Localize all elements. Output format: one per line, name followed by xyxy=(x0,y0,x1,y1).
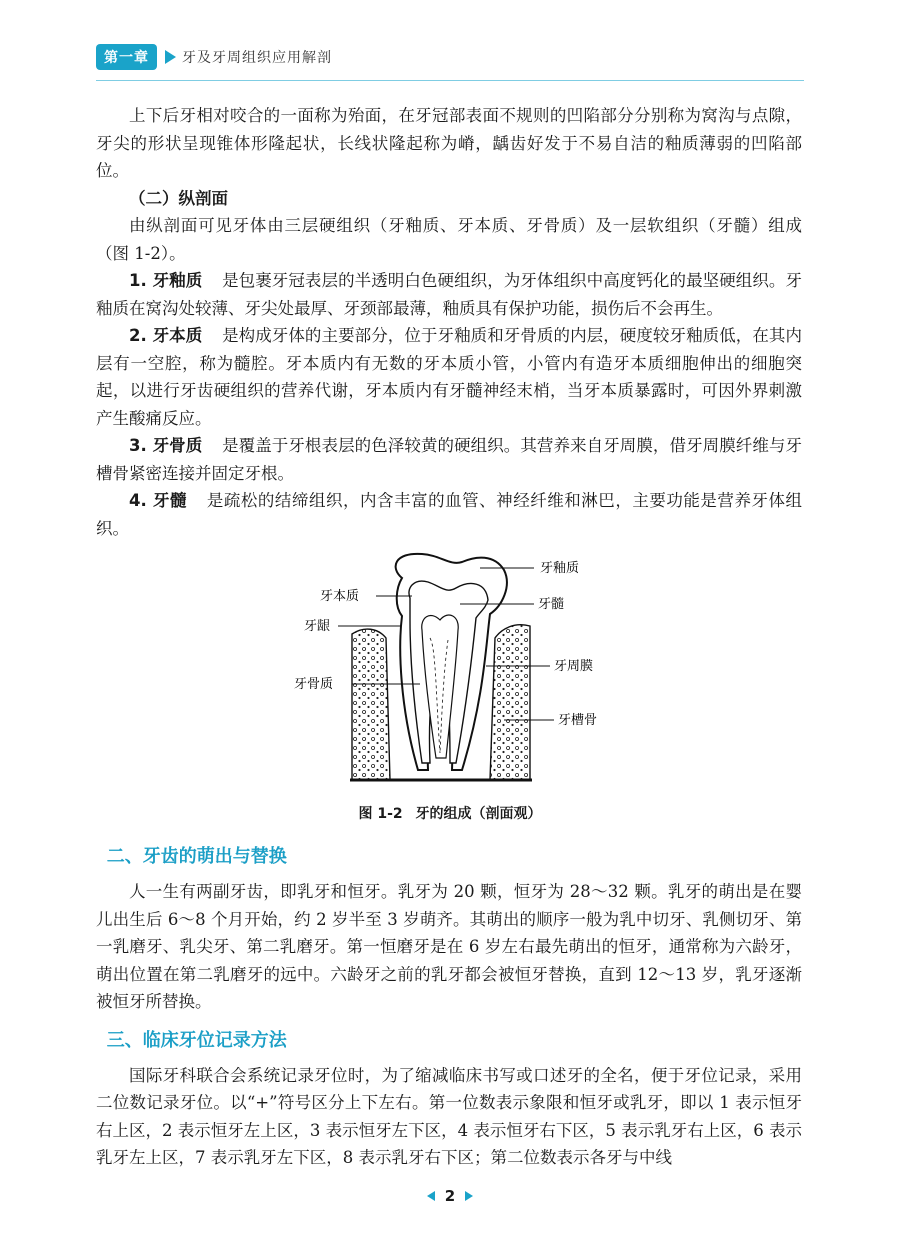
tooth-drawing xyxy=(396,554,507,770)
page-number: 2 xyxy=(444,1187,456,1205)
header-divider xyxy=(96,80,804,81)
tooth-section-figure xyxy=(290,548,610,796)
intro-paragraph: 上下后牙相对咬合的一面称为殆面，在牙冠部表面不规则的凹陷部分分别称为窝沟与点隙，牙尖的形状呈现锥体形隆起状，长线状隆起称为嵴，龋齿好发于不易自洁的釉质薄弱的凹陷部位。 xyxy=(96,106,802,180)
label-cementum: 牙骨质 xyxy=(294,677,334,692)
item-cementum xyxy=(96,432,802,487)
subsection-title: （二）纵剖面 xyxy=(129,188,228,208)
caption-number: 图 1-2 xyxy=(358,806,403,822)
section-text-eruption: 人一生有两副牙齿，即乳牙和恒牙。乳牙为 20 颗，恒牙为 28～32 颗。乳牙的萌出是在婴儿出生后 6～8 个月开始，约 2 岁半至 3 岁萌齐。其萌出的顺序一般为乳中切牙、乳侧切牙、第一乳磨牙、乳尖牙、第二乳磨牙。第一恒磨牙是在 6 岁左右最先萌出的恒牙，通常称为六龄牙，萌出位置在第二乳磨牙的远中。六龄牙之前的乳牙都会被恒牙替换，直到 12～13 岁，乳牙逐渐被恒牙所替换。 xyxy=(96,882,802,1011)
section-title-tooth-notation: 三、临床牙位记录方法 xyxy=(106,1029,287,1051)
next-page-icon[interactable] xyxy=(465,1191,473,1201)
caption-text: 牙的组成（剖面观） xyxy=(415,806,542,822)
chapter-title: 牙及牙周组织应用解剖 xyxy=(182,50,332,66)
item-pulp xyxy=(96,487,802,542)
page-footer xyxy=(0,1187,900,1205)
play-arrow-icon xyxy=(165,50,176,64)
item-dentin xyxy=(96,322,802,432)
item-term: 2. 牙本质 xyxy=(129,326,203,345)
subsection-lead: 由纵剖面可见牙体由三层硬组织（牙釉质、牙本质、牙骨质）及一层软组织（牙髓）组成（图 1-2）。 xyxy=(96,216,802,263)
upper-text-block xyxy=(96,102,802,542)
label-pulp: 牙髓 xyxy=(538,597,565,612)
label-periodontal: 牙周膜 xyxy=(554,659,594,674)
label-dentin: 牙本质 xyxy=(320,589,360,604)
chapter-header xyxy=(96,44,332,70)
item-text: 是构成牙体的主要部分，位于牙釉质和牙骨质的内层，硬度较牙釉质低，在其内层有一空腔，称为髓腔。牙本质内有无数的牙本质小管，小管内有造牙本质细胞伸出的细胞突起，以进行牙齿硬组织的营养代谢，牙本质内有牙髓神经末梢，当牙本质暴露时，可因外界刺激产生酸痛反应。 xyxy=(96,326,802,428)
section-text-tooth-notation: 国际牙科联合会系统记录牙位时，为了缩减临床书写或口述牙的全名，便于牙位记录，采用二位数记录牙位。以“+”符号区分上下左右。第一位数表示象限和恒牙或乳牙，即以 1 表示恒牙右上区，2 表示恒牙左上区，3 表示恒牙左下区，4 表示恒牙右下区，5 表示乳牙右上区，6 表示乳牙左上区，7 表示乳牙左下区，8 表示乳牙右下区；第二位数表示各牙与中线 xyxy=(96,1065,802,1167)
item-term: 1. 牙釉质 xyxy=(129,271,203,290)
section-title-eruption: 二、牙齿的萌出与替换 xyxy=(106,846,287,867)
label-alveolar: 牙槽骨 xyxy=(558,713,598,728)
item-enamel xyxy=(96,267,802,322)
chapter-badge: 第一章 xyxy=(96,44,157,70)
item-term: 3. 牙骨质 xyxy=(129,436,203,455)
item-text: 是疏松的结缔组织，内含丰富的血管、神经纤维和淋巴，主要功能是营养牙体组织。 xyxy=(96,491,803,538)
figure-caption xyxy=(0,803,900,823)
item-term: 4. 牙髓 xyxy=(129,491,188,510)
lower-text-block xyxy=(96,842,802,1172)
prev-page-icon[interactable] xyxy=(427,1191,435,1201)
item-text: 是覆盖于牙根表层的色泽较黄的硬组织。其营养来自牙周膜，借牙周膜纤维与牙槽骨紧密连接并固定牙根。 xyxy=(96,436,802,483)
label-enamel: 牙釉质 xyxy=(540,561,580,576)
item-text: 是包裹牙冠表层的半透明白色硬组织，为牙体组织中高度钙化的最坚硬组织。牙釉质在窝沟处较薄、牙尖处最厚、牙颈部最薄，釉质具有保护功能，损伤后不会再生。 xyxy=(96,271,802,318)
label-gingiva: 牙龈 xyxy=(304,619,331,634)
